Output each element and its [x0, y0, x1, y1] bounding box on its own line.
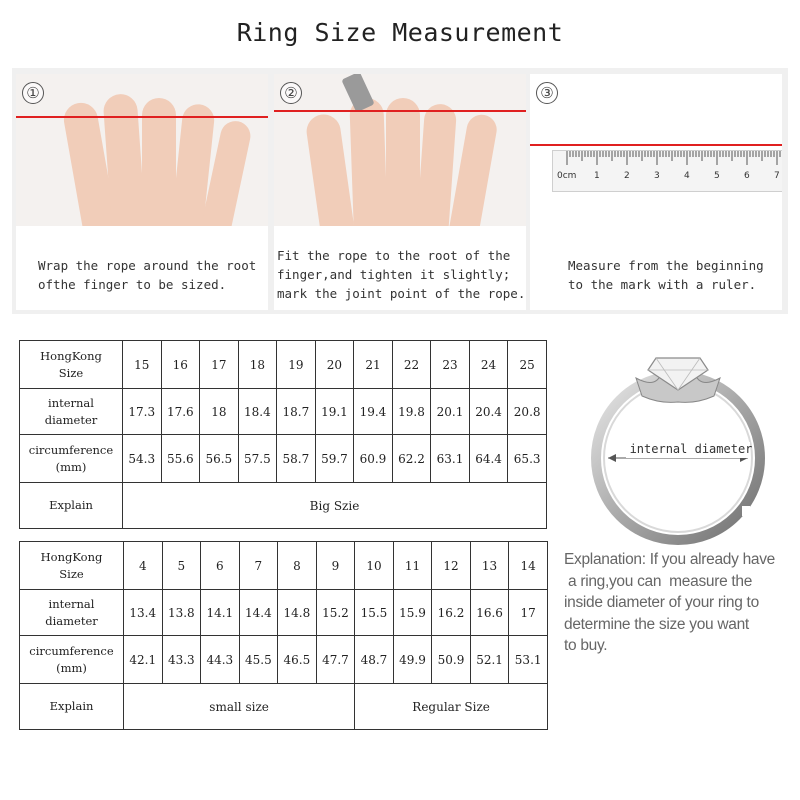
circumference-cell: 59.7 [315, 435, 354, 483]
size-cell: 7 [239, 542, 278, 590]
circumference-cell: 65.3 [508, 435, 547, 483]
step-2-panel [274, 74, 526, 310]
circumference-cell: 55.6 [161, 435, 200, 483]
ruler-label: 7 [774, 171, 780, 181]
diameter-cell: 15.5 [355, 590, 394, 636]
step-1-hand-image [16, 74, 268, 226]
circumference-cell: 64.4 [469, 435, 508, 483]
circumference-cell: 54.3 [123, 435, 162, 483]
size-cell: 11 [393, 542, 432, 590]
explain-big-size: Big Szie [123, 483, 547, 529]
size-cell: 22 [392, 341, 431, 389]
diameter-cell: 18.7 [277, 389, 316, 435]
ring-diameter-label: internal diameter [629, 442, 753, 456]
circumference-cell: 52.1 [470, 636, 509, 684]
size-cell: 17 [200, 341, 239, 389]
diameter-cell: 20.1 [431, 389, 470, 435]
circumference-cell: 58.7 [277, 435, 316, 483]
size-cell: 19 [277, 341, 316, 389]
explanation-line-1: Explanation: If you already have [564, 551, 775, 568]
step-1-line-1: Wrap the rope around the root [38, 258, 257, 273]
size-cell: 23 [431, 341, 470, 389]
circumference-cell: 49.9 [393, 636, 432, 684]
ruler-label: 0cm [557, 171, 577, 181]
circumference-cell: 50.9 [432, 636, 471, 684]
size-cell: 25 [508, 341, 547, 389]
circumference-cell: 62.2 [392, 435, 431, 483]
big-size-table [19, 340, 547, 529]
step-3-line-2: to the mark with a ruler. [568, 277, 757, 292]
row-label-diameter: internal diameter [20, 590, 124, 636]
diameter-cell: 17 [509, 590, 548, 636]
diameter-cell: 18.4 [238, 389, 277, 435]
step-3-line-1: Measure from the beginning [568, 258, 764, 273]
step-2-line-2: finger,and tighten it slightly; [277, 267, 511, 282]
ruler-label: 5 [714, 171, 720, 181]
diameter-cell: 14.4 [239, 590, 278, 636]
circumference-cell: 42.1 [124, 636, 163, 684]
step-2-line-3: mark the joint point of the rope. [277, 286, 526, 301]
diameter-cell: 14.1 [201, 590, 240, 636]
size-cell: 12 [432, 542, 471, 590]
ruler [552, 150, 782, 192]
explanation-line-2: a ring,you can measure the [564, 572, 753, 590]
circumference-cell: 44.3 [201, 636, 240, 684]
table-row [20, 389, 547, 435]
table-row [20, 341, 547, 389]
size-cell: 13 [470, 542, 509, 590]
ruler-label: 6 [744, 171, 750, 181]
row-label-circumference: circumference (mm) [20, 636, 124, 684]
circumference-cell: 45.5 [239, 636, 278, 684]
small-size-table [19, 541, 548, 730]
circumference-cell: 60.9 [354, 435, 393, 483]
circumference-cell: 48.7 [355, 636, 394, 684]
size-cell: 21 [354, 341, 393, 389]
diameter-cell: 17.3 [123, 389, 162, 435]
step-1-line-2: ofthe finger to be sized. [38, 277, 227, 292]
size-cell: 4 [124, 542, 163, 590]
row-label-explain: Explain [20, 483, 123, 529]
ruler-label: 4 [684, 171, 690, 181]
page-title: Ring Size Measurement [236, 18, 564, 47]
step-1-caption [16, 256, 268, 294]
row-label-diameter: internal diameter [20, 389, 123, 435]
size-cell: 14 [509, 542, 548, 590]
table-row [20, 636, 548, 684]
size-cell: 24 [469, 341, 508, 389]
diameter-cell: 13.4 [124, 590, 163, 636]
diameter-cell: 19.4 [354, 389, 393, 435]
size-cell: 20 [315, 341, 354, 389]
diameter-cell: 20.8 [508, 389, 547, 435]
step-3-caption [530, 256, 782, 294]
explanation-line-4: determine the size you want [564, 615, 749, 633]
ruler-label: 3 [654, 171, 660, 181]
ruler-label: 2 [624, 171, 630, 181]
size-cell: 5 [162, 542, 201, 590]
circumference-cell: 57.5 [238, 435, 277, 483]
step-1-panel [16, 74, 268, 310]
circumference-cell: 46.5 [278, 636, 317, 684]
diameter-cell: 19.1 [315, 389, 354, 435]
step-2-hand-image [274, 74, 526, 226]
diameter-cell: 13.8 [162, 590, 201, 636]
step-3-panel [530, 74, 782, 310]
table-row [20, 483, 547, 529]
diameter-cell: 15.9 [393, 590, 432, 636]
step-3-ruler-image [530, 74, 782, 226]
diameter-cell: 20.4 [469, 389, 508, 435]
size-cell: 16 [161, 341, 200, 389]
ruler-label: 1 [594, 171, 600, 181]
size-cell: 18 [238, 341, 277, 389]
explanation-line-3: inside diameter of your ring to [564, 594, 759, 611]
diameter-cell: 16.6 [470, 590, 509, 636]
circumference-cell: 47.7 [316, 636, 355, 684]
explain-regular-size: Regular Size [355, 684, 548, 730]
size-cell: 8 [278, 542, 317, 590]
size-cell: 9 [316, 542, 355, 590]
table-row [20, 542, 548, 590]
diameter-cell: 18 [200, 389, 239, 435]
circumference-cell: 53.1 [509, 636, 548, 684]
explanation-line-5: to buy. [564, 637, 608, 654]
explain-small-size: small size [124, 684, 355, 730]
table-row [20, 684, 548, 730]
circumference-cell: 56.5 [200, 435, 239, 483]
circumference-cell: 63.1 [431, 435, 470, 483]
table-row [20, 435, 547, 483]
diameter-cell: 15.2 [316, 590, 355, 636]
row-label-size: HongKong Size [20, 542, 124, 590]
explanation-text [564, 549, 798, 657]
step-3-number: ③ [536, 82, 558, 104]
step-2-number: ② [280, 82, 302, 104]
diameter-cell: 16.2 [432, 590, 471, 636]
ring-image [578, 330, 778, 550]
row-label-size: HongKong Size [20, 341, 123, 389]
circumference-cell: 43.3 [162, 636, 201, 684]
size-cell: 6 [201, 542, 240, 590]
row-label-circumference: circumference (mm) [20, 435, 123, 483]
table-row [20, 590, 548, 636]
step-2-line-1: Fit the rope to the root of the [277, 248, 511, 263]
step-2-caption [274, 246, 526, 303]
row-label-explain: Explain [20, 684, 124, 730]
size-cell: 15 [123, 341, 162, 389]
size-cell: 10 [355, 542, 394, 590]
measurement-steps [12, 68, 788, 314]
step-1-number: ① [22, 82, 44, 104]
ring-illustration [578, 330, 778, 550]
diameter-cell: 17.6 [161, 389, 200, 435]
diameter-cell: 19.8 [392, 389, 431, 435]
diameter-cell: 14.8 [278, 590, 317, 636]
